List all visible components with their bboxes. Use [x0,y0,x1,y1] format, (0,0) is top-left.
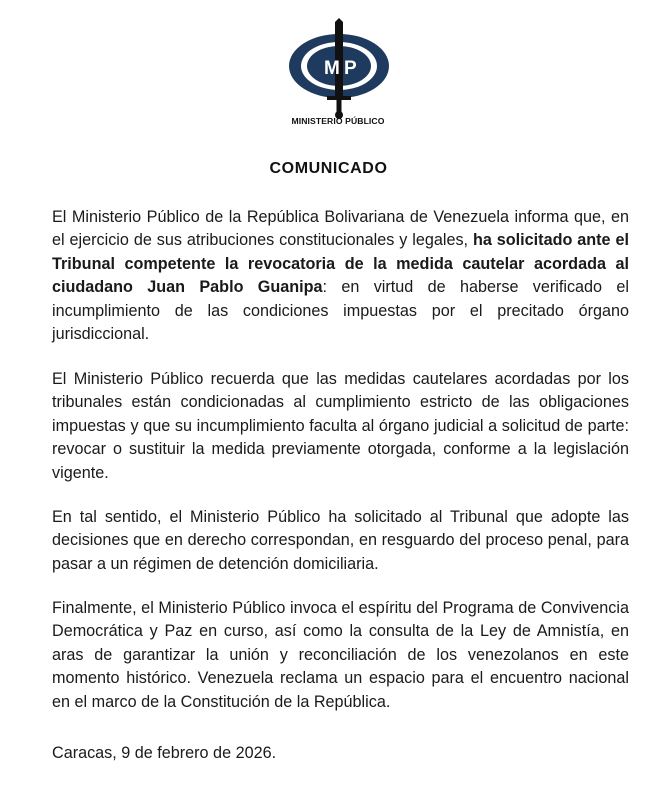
paragraph-1 [52,206,629,346]
logo-initial-p: P [344,58,357,79]
paragraph-1-rest: : en virtud de haberse verificado el incumplimiento de las condiciones impuestas por el precitado órgano jurisdiccional. [52,278,629,344]
place-date-signoff: Caracas, 9 de febrero de 2026. [52,744,277,762]
ministerio-publico-logo [282,18,396,128]
paragraph-1-bold: ha solicitado ante el Tribunal competente la revocatoria de la medida cautelar acordada al ciudadano Juan Pablo Guanipa [52,231,629,297]
logo-caption: MINISTERIO PÚBLICO [291,116,385,126]
paragraph-2: El Ministerio Público recuerda que las medidas cautelares acordadas por los tribunales están condicionadas al cumplimiento estricto de las obligaciones impuestas y que su incumplimiento faculta al órgano judicial a solicitud de parte: revocar o sustituir la medida previamente otorgada, conforme a la legislación vigente. [52,370,629,482]
paragraph-1-intro: El Ministerio Público de la República Bolivariana de Venezuela informa que, en el ejercicio de sus atribuciones constitucionales y legales, [52,208,629,250]
mp-emblem-graphic [282,18,396,128]
paragraph-3: En tal sentido, el Ministerio Público ha solicitado al Tribunal que adopte las decisiones que en derecho correspondan, en resguardo del proceso penal, para pasar a un régimen de detención domiciliaria. [52,508,629,573]
logo-initial-m: M [324,58,340,79]
page-title: COMUNICADO [269,160,388,177]
paragraph-4: Finalmente, el Ministerio Público invoca el espíritu del Programa de Convivencia Democrática y Paz en curso, así como la consulta de la Ley de Amnistía, en aras de garantizar la unión y reconciliación de los venezolanos en este momento histórico. Venezuela reclama un espacio para el encuentro nacional en el marco de la Constitución de la República. [52,599,629,711]
